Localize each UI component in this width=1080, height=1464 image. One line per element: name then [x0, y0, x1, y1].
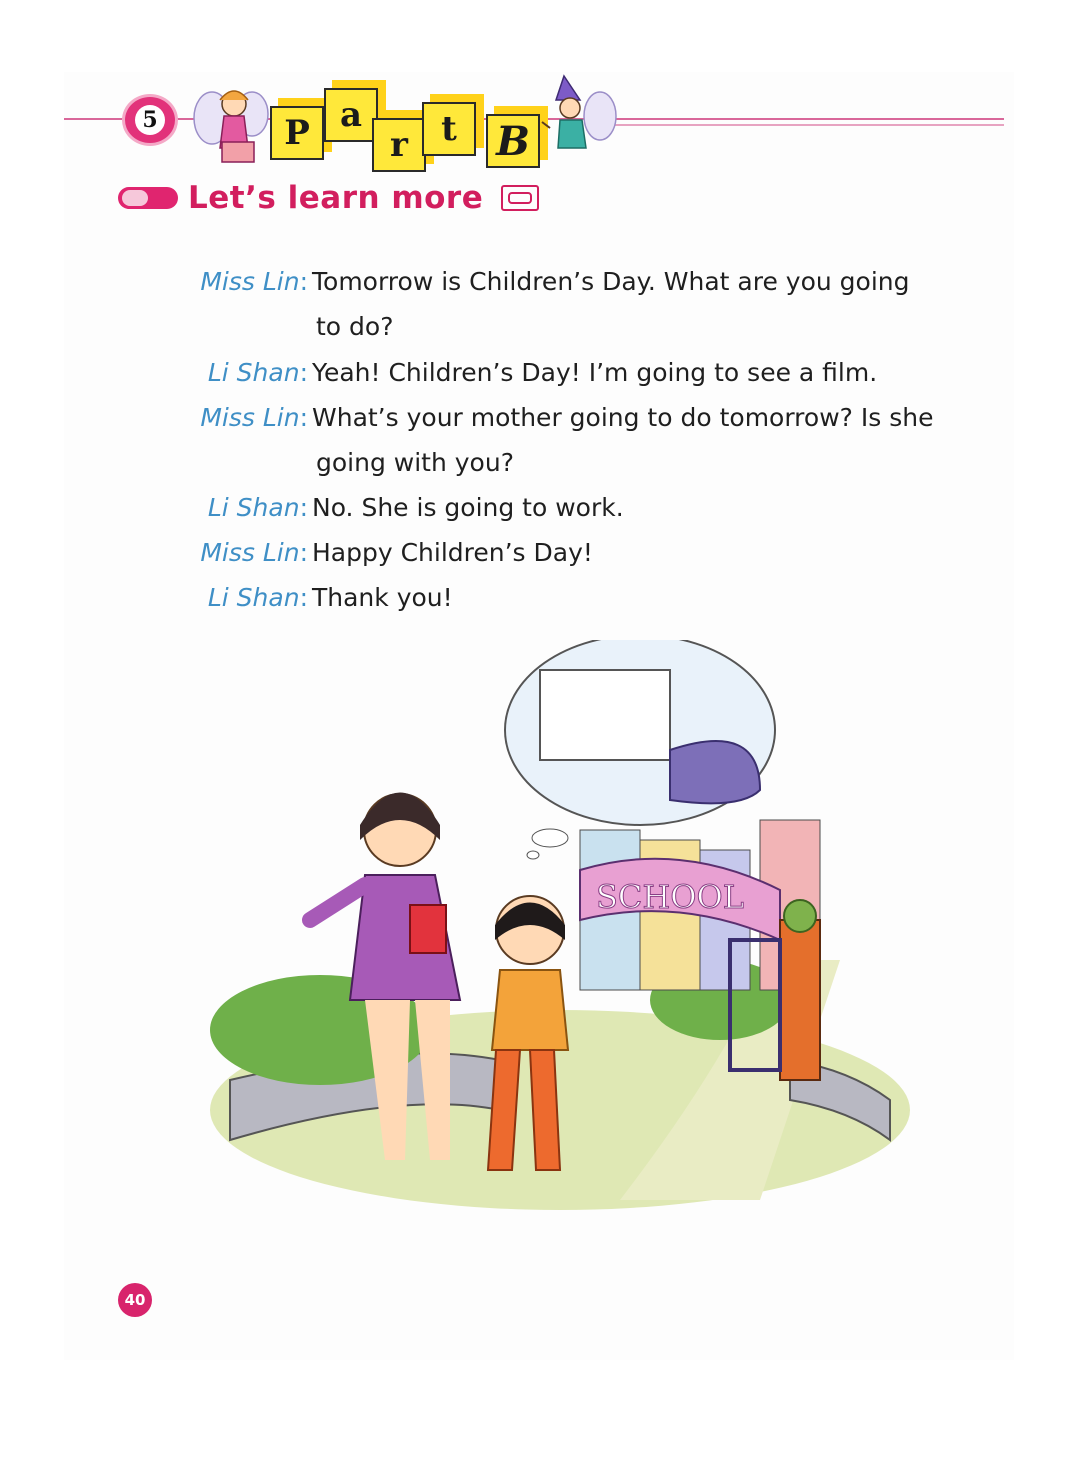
school-scene-illustration	[200, 640, 920, 1220]
dialogue-line	[0, 353, 1080, 393]
school-sign-text: SCHOOL	[595, 878, 745, 916]
dialogue-line	[0, 262, 1080, 302]
lesson-number-badge	[122, 94, 178, 146]
speaker-name: Li Shan:	[207, 358, 308, 387]
part-letter-block: r	[372, 118, 426, 172]
thought-bubble-dot	[532, 829, 568, 847]
part-label-block: B	[486, 114, 540, 168]
utterance-text: Tomorrow is Children’s Day. What are you going	[312, 267, 910, 296]
speaker-name: Miss Lin:	[200, 267, 308, 296]
dialogue-line-continued	[0, 307, 1080, 347]
speaker-name: Li Shan:	[207, 583, 308, 612]
dialogue-line	[0, 578, 1080, 618]
cinema-seat	[670, 741, 760, 803]
fairy-left-icon	[192, 78, 272, 168]
speaker-name: Li Shan:	[207, 493, 308, 522]
section-marker-icon	[118, 187, 178, 209]
page-number: 40	[118, 1283, 152, 1317]
header-rule-secondary	[600, 124, 1004, 126]
utterance-text: No. She is going to work.	[312, 493, 624, 522]
section-title: Let’s learn more	[188, 180, 484, 216]
utterance-text: Yeah! Children’s Day! I’m going to see a film.	[312, 358, 878, 387]
utterance-text: to do?	[316, 312, 394, 341]
speaker-name: Miss Lin:	[200, 403, 308, 432]
gate-pillar	[780, 920, 820, 1080]
part-letter-block: P	[270, 106, 324, 160]
section-heading	[118, 178, 539, 218]
dialogue-line	[0, 488, 1080, 528]
thought-bubble-dot	[527, 851, 539, 859]
part-letter-block: a	[324, 88, 378, 142]
utterance-text: Thank you!	[312, 583, 453, 612]
dialogue-line	[0, 533, 1080, 573]
utterance-text: What’s your mother going to do tomorrow? Is she	[312, 403, 934, 432]
lesson-number: 5	[135, 105, 165, 135]
audio-tape-icon[interactable]	[501, 185, 539, 211]
utterance-text: Happy Children’s Day!	[312, 538, 593, 567]
fairy-right-icon	[540, 72, 620, 172]
speaker-name: Miss Lin:	[200, 538, 308, 567]
cinema-screen	[540, 670, 670, 760]
part-letter-block: t	[422, 102, 476, 156]
gate-pillar-ball	[784, 900, 816, 932]
dialogue-line	[0, 398, 1080, 438]
dialogue-line-continued	[0, 443, 1080, 483]
utterance-text: going with you?	[316, 448, 514, 477]
